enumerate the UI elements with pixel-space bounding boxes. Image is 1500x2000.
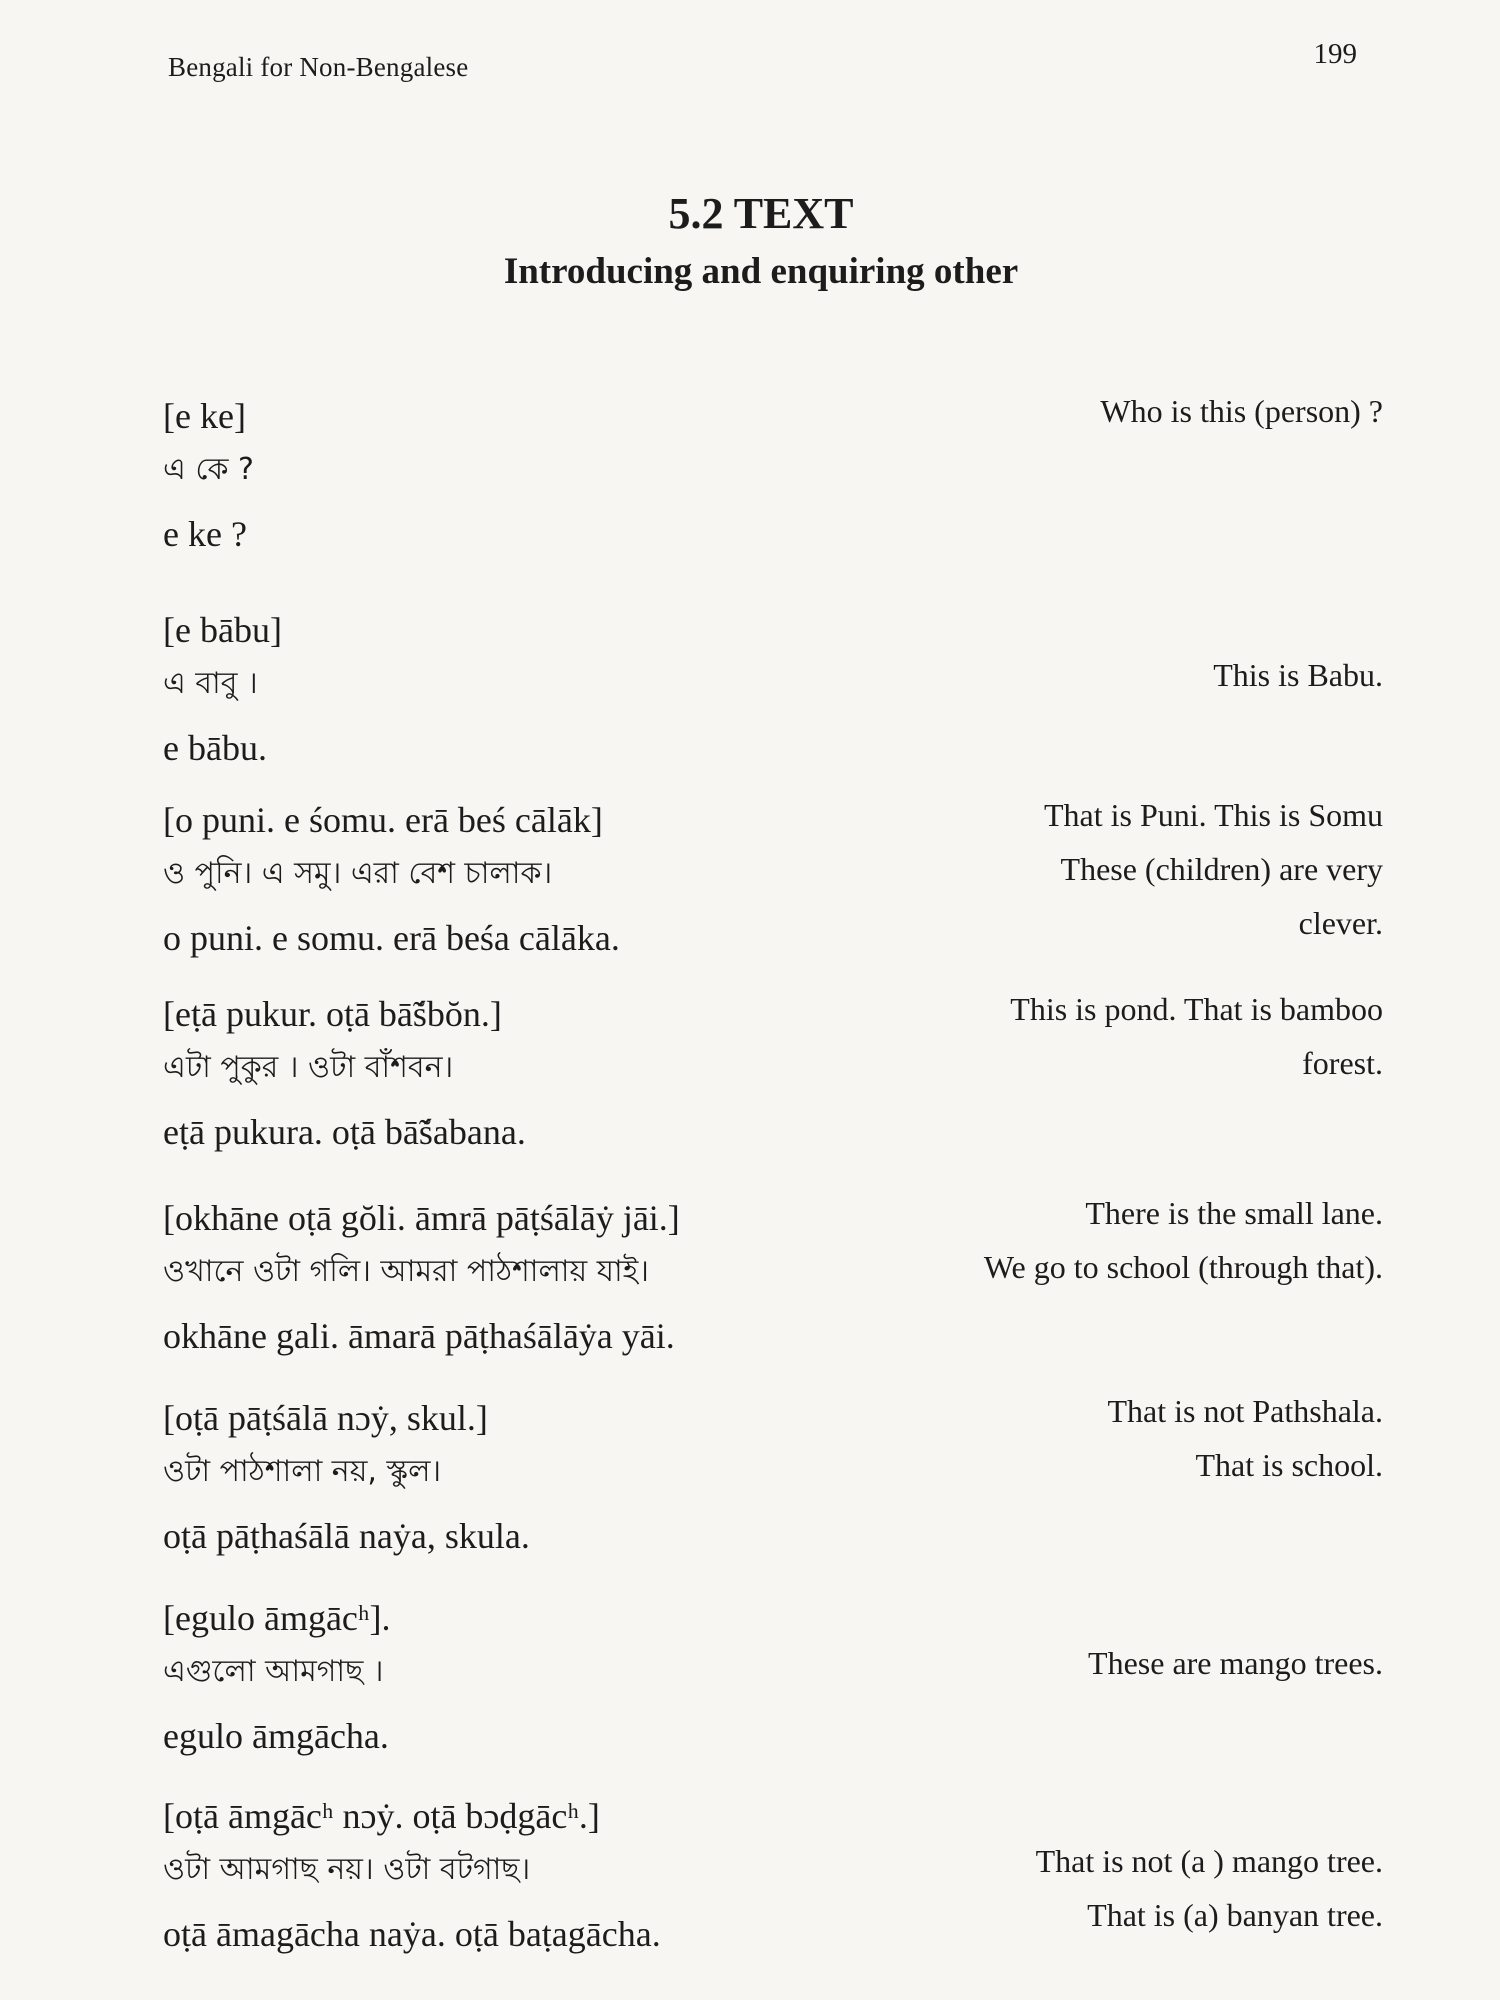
transliteration-line: e ke ? (163, 514, 247, 554)
section-title: 5.2 TEXT (668, 189, 854, 238)
english-translation (863, 1186, 1383, 1294)
bengali-line: এগুলো আমগাছ । (163, 1654, 384, 1689)
bengali-line: ও পুনি। এ সমু। এরা বেশ চালাক। (163, 856, 553, 891)
phonetic-line: [eṭā pukur. oṭā bā̃śbŏn.] (163, 994, 502, 1034)
translation-line: We go to school (through that). (983, 1249, 1383, 1285)
phonetic-line: [oṭā pāṭśālā nɔẏ, skul.] (163, 1398, 488, 1438)
translation-line: These are mango trees. (1088, 1645, 1383, 1681)
section-subtitle: Introducing and enquiring other (503, 251, 1019, 292)
translation-line: These (children) are very (1060, 851, 1383, 887)
bengali-line: এ কে ? (163, 452, 254, 487)
translation-line: That is (a) banyan tree. (1087, 1897, 1383, 1933)
english-translation (863, 384, 1383, 438)
transliteration-line: egulo āmgācha. (163, 1716, 389, 1756)
transliteration-line: eṭā pukura. oṭā bā̃śabana. (163, 1112, 526, 1152)
english-translation (863, 1384, 1383, 1492)
transliteration-line: oṭā āmagācha naẏa. oṭā baṭagācha. (163, 1914, 661, 1954)
translation-line: This is pond. That is bamboo (1010, 991, 1383, 1027)
translation-line: That is school. (1195, 1447, 1383, 1483)
phonetic-line: [okhāne oṭā gŏli. āmrā pāṭśālāẏ jāi.] (163, 1198, 680, 1238)
phonetic-line: [egulo āmgācʰ]. (163, 1598, 391, 1638)
translation-line: That is Puni. This is Somu (1043, 797, 1383, 833)
translation-line: That is not Pathshala. (1107, 1393, 1383, 1429)
translation-line: clever. (1298, 905, 1383, 941)
english-translation (863, 982, 1383, 1090)
bengali-line: ওটা পাঠশালা নয়, স্কুল। (163, 1454, 442, 1489)
bengali-line: এ বাবু । (163, 666, 258, 701)
english-translation (863, 1834, 1383, 1942)
transliteration-line: oṭā pāṭhaśālā naẏa, skula. (163, 1516, 530, 1556)
transliteration-line: o puni. e somu. erā beśa cālāka. (163, 918, 620, 958)
phonetic-line: [oṭā āmgācʰ nɔẏ. oṭā bɔḍgācʰ.] (163, 1796, 600, 1836)
bengali-line: এটা পুকুর । ওটা বাঁশবন। (163, 1050, 454, 1085)
transliteration-line: okhāne gali. āmarā pāṭhaśālāẏa yāi. (163, 1316, 675, 1356)
bengali-line: ওটা আমগাছ নয়। ওটা বটগাছ। (163, 1852, 531, 1887)
english-translation (863, 1636, 1383, 1690)
english-translation (863, 788, 1383, 950)
bengali-line: ওখানে ওটা গলি। আমরা পাঠশালায় যাই। (163, 1254, 650, 1289)
phonetic-line: [e bābu] (163, 610, 282, 650)
transliteration-line: e bābu. (163, 728, 267, 768)
translation-line: That is not (a ) mango tree. (1035, 1843, 1383, 1879)
translation-line: This is Babu. (1213, 657, 1383, 693)
translation-line: Who is this (person) ? (1100, 393, 1383, 429)
phonetic-line: [o puni. e śomu. erā beś cālāk] (163, 800, 603, 840)
phonetic-line: [e ke] (163, 396, 246, 436)
translation-line: There is the small lane. (1085, 1195, 1383, 1231)
english-translation (863, 648, 1383, 702)
page-number: 199 (1313, 38, 1357, 70)
translation-line: forest. (1302, 1045, 1383, 1081)
running-head: Bengali for Non-Bengalese (168, 52, 469, 82)
